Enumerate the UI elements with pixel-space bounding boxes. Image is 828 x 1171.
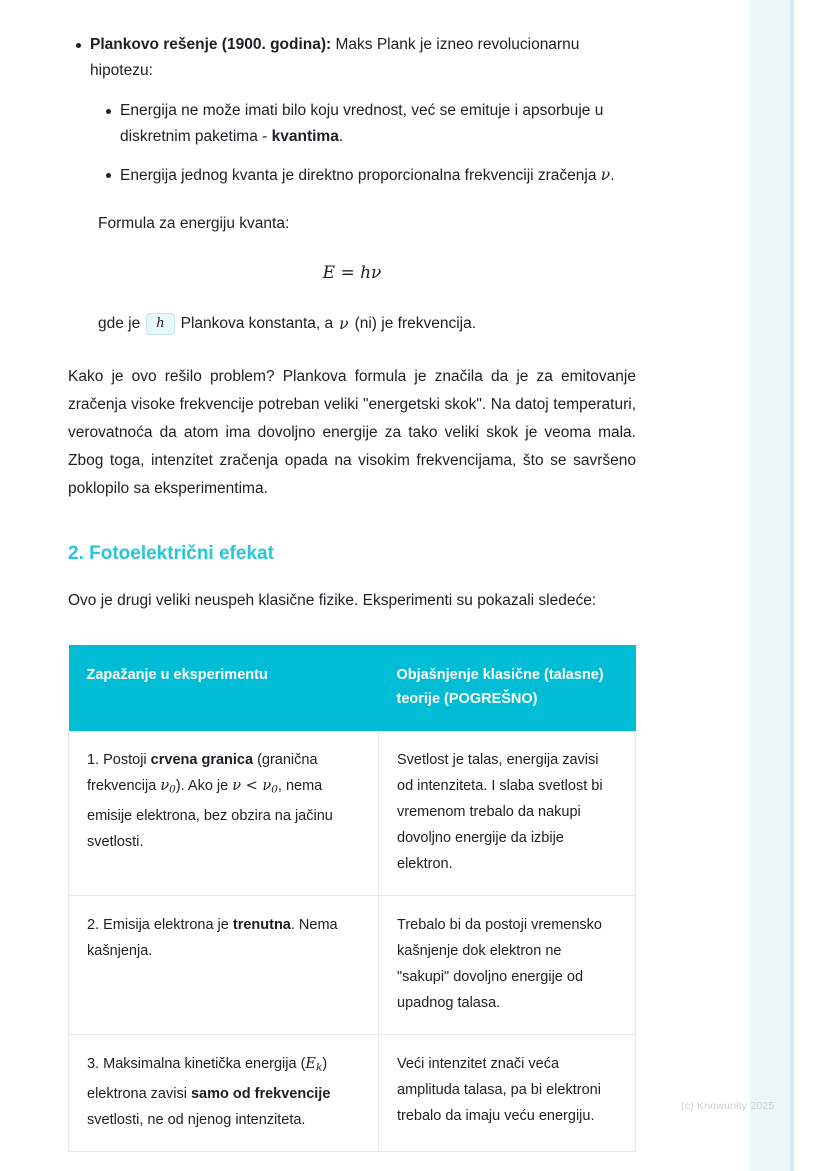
cell-text: ) elektrona zavisi — [87, 1056, 328, 1102]
paragraph-intro: Ovo je drugi veliki neuspeh klasične fizike. Eksperimenti su pokazali sledeće: — [68, 592, 597, 609]
table-header-row — [69, 645, 636, 731]
top-bullet-list — [68, 32, 636, 189]
subbullet-text-after: . — [338, 128, 344, 145]
bullet-rest-text: Maks Plank je izneo revolucionarnu hipotezu: — [90, 36, 580, 79]
table-body — [69, 731, 636, 1151]
emphasis-text: trenutna — [232, 917, 291, 933]
math-symbol: $\nu < \nu_0$ — [232, 778, 278, 796]
cell-text: 2. Emisija elektrona je — [87, 917, 233, 933]
legend-suffix: (ni) je frekvencija. — [354, 315, 477, 332]
emphasis-text: samo od frekvencije — [190, 1085, 331, 1102]
list-item — [120, 162, 636, 189]
subbullet-text-after: . — [610, 167, 615, 184]
document-content — [68, 32, 636, 1152]
table-col-header-classical: Objašnjenje klasične (talasne) teorije (POGREŠNO) — [379, 645, 636, 731]
cell-text: 1. Postoji — [87, 752, 151, 768]
cell-text: ). Ako je — [175, 778, 233, 794]
subbullet-bold-term: kvantima — [271, 128, 339, 145]
rail-band-white — [794, 0, 828, 1171]
planck-constant-chip[interactable]: h — [146, 313, 174, 335]
table-cell-observation — [69, 1035, 379, 1152]
legend-middle: Plankova konstanta, a — [180, 315, 334, 332]
rail-band-light — [750, 0, 790, 1171]
list-item — [90, 32, 636, 189]
table-cell-classical: Svetlost je talas, energija zavisi od intenziteta. I slaba svetlost bi vremenom trebalo da nakupi dovoljno energije da izbije elektron. — [379, 731, 636, 896]
cell-text: , nema emisije elektrona, bez obzira na jačinu svetlosti. — [87, 778, 333, 850]
cell-text: (granična frekvencija — [87, 752, 318, 794]
cell-text: . Nema kašnjenja. — [87, 917, 338, 959]
list-item — [120, 98, 636, 150]
energy-formula: E = hν — [322, 263, 382, 283]
comparison-table — [68, 645, 636, 1152]
subbullet-text-before: Energija jednog kvanta je direktno proporcionalna frekvenciji zračenja — [120, 167, 601, 184]
table-cell-classical: Trebalo bi da postoji vremensko kašnjenje dok elektron ne "sakupi" dovoljno energije od upadnog talasa. — [379, 896, 636, 1035]
table-col-header-observation: Zapažanje u eksperimentu — [69, 645, 379, 731]
table-row — [69, 731, 636, 896]
sub-bullet-list — [90, 98, 636, 189]
table-cell-classical: Veći intenzitet znači veća amplituda talasa, pa bi elektroni trebalo da imaju veću energiju. — [379, 1035, 636, 1152]
emphasis-text: crvena granica — [150, 752, 254, 768]
table-row — [69, 896, 636, 1035]
bullet-lead-text: Plankovo rešenje (1900. godina): — [90, 36, 332, 53]
nu-symbol: ν — [339, 315, 349, 333]
nu-symbol: ν — [600, 166, 611, 184]
right-rail — [750, 0, 828, 1171]
table-cell-observation — [69, 896, 379, 1035]
formula-intro: Formula za energiju kvanta: — [98, 215, 290, 232]
cell-text: 3. Maksimalna kinetička energija ( — [87, 1056, 306, 1072]
table-row — [69, 1035, 636, 1152]
formula-legend — [98, 311, 636, 337]
table-header — [69, 645, 636, 731]
math-symbol: $E_k$ — [305, 1056, 323, 1074]
table-cell-observation — [69, 731, 379, 896]
legend-prefix: gde je — [98, 315, 141, 332]
watermark: (c) Knowunity 2025 — [681, 1100, 775, 1112]
section-heading-photoelectric: 2. Fotoelektrični efekat — [68, 543, 274, 564]
subbullet-text-before: Energija ne može imati bilo koju vrednost, već se emituje i apsorbuje u diskretnim paketima - — [120, 102, 604, 145]
paragraph-explanation: Kako je ovo rešilo problem? Plankova formula je značila da je za emitovanje zračenja visoke frekvencije potreban veliki "energetski skok". Na datoj temperaturi, verovatnoća da atom ima dovoljno energije za tako veliki skok je veoma mala. Zbog toga, intenzitet zračenja opada na visokim frekvencijama, što se savršeno poklopilo sa eksperimentima. — [68, 368, 636, 497]
math-symbol: $\nu_0$ — [160, 778, 176, 796]
cell-text: svetlosti, ne od njenog intenziteta. — [87, 1111, 306, 1128]
